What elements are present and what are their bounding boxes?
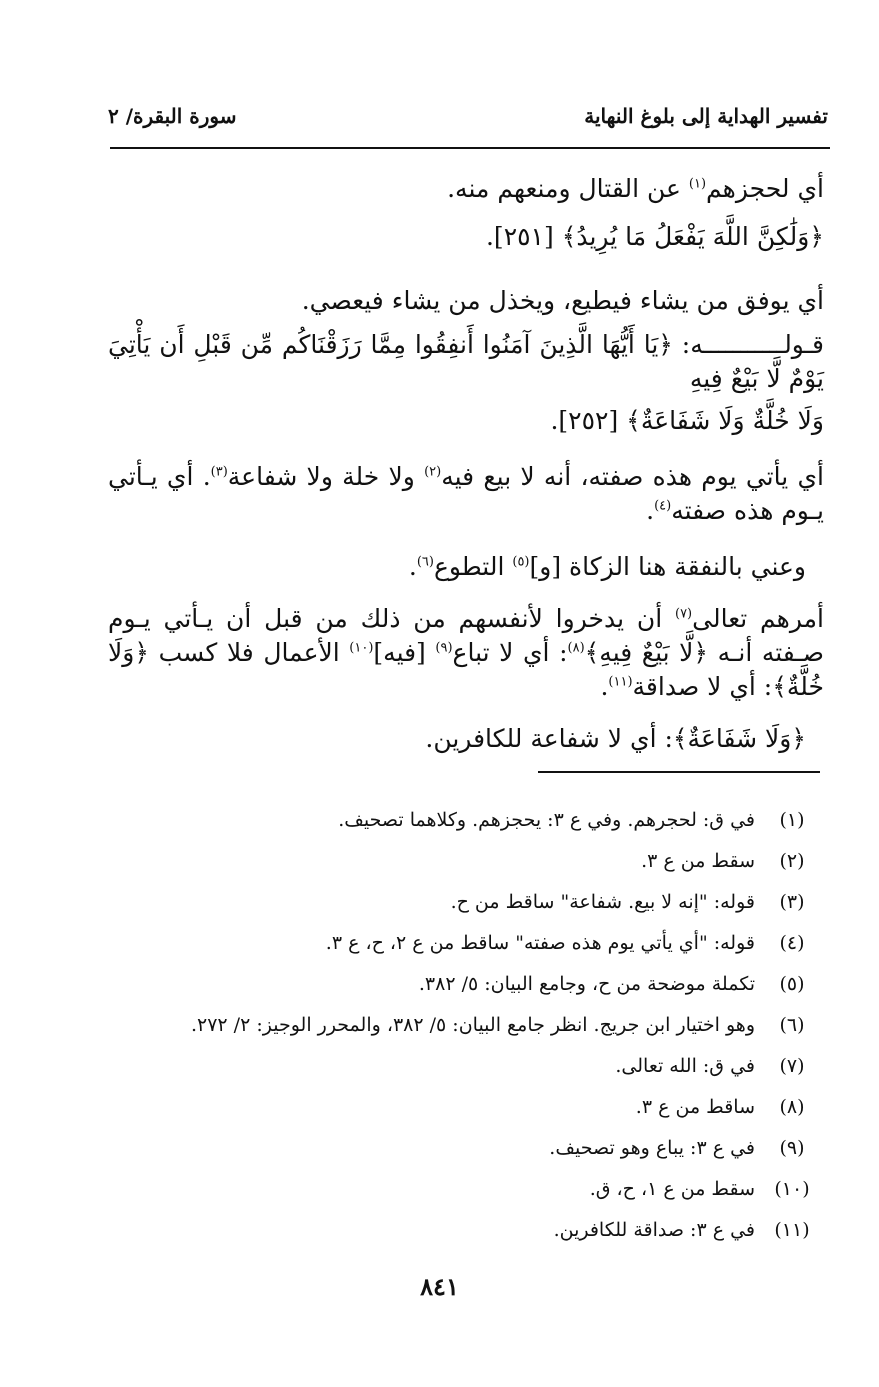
- paragraph-6: [108, 550, 824, 584]
- paragraph-5: [108, 460, 824, 528]
- verse-ref: [٢٥١].: [485, 222, 554, 251]
- text: أمرهم تعالى: [692, 604, 824, 633]
- paragraph-3: أي يوفق من يشاء فيطيع، ويخذل من يشاء فيعصي.: [301, 286, 824, 315]
- footnote-text: قوله: "أي يأتي يوم هذه صفته" ساقط من ع ٢، ح، ع ٣.: [325, 932, 755, 954]
- footnote-marker: (٣): [210, 464, 228, 480]
- footnote-text: قوله: "إنه لا بيع. شفاعة" ساقط من ح.: [450, 891, 755, 913]
- footnote-marker: (٦): [416, 554, 434, 570]
- footnote: [121, 923, 821, 964]
- text: : أي لا شفاعة للكافرين.: [425, 724, 673, 753]
- footnote-number: (٨): [779, 1096, 805, 1118]
- verse-252-a: [108, 328, 824, 396]
- footnote-text: في ع ٣: يباع وهو تصحيف.: [549, 1137, 755, 1159]
- footnote-text: تكملة موضحة من ح، وجامع البيان: ٥/ ٣٨٢.: [418, 973, 755, 995]
- footnotes: [121, 800, 821, 1251]
- header-rule: [110, 147, 830, 149]
- text: [فيه]: [373, 638, 436, 667]
- text: وعني بالنفقة هنا الزكاة [و]: [529, 552, 806, 581]
- verse-252-b: [108, 404, 824, 438]
- text: أي لحجزهم: [706, 174, 824, 203]
- text: : أي لا تباع: [452, 638, 568, 667]
- page-number: ٨٤١: [420, 1272, 459, 1301]
- footnote: [121, 800, 821, 841]
- footnote: [121, 964, 821, 1005]
- footnote-number: (١٠): [774, 1178, 810, 1200]
- text: .: [408, 552, 417, 581]
- footnote-rule: [538, 771, 820, 773]
- footnote-marker: (١١): [608, 674, 633, 690]
- footnote-marker: (٢): [424, 464, 442, 480]
- footnote-text: ساقط من ع ٣.: [635, 1096, 755, 1118]
- footnote: [121, 1087, 821, 1128]
- footnote-number: (٤): [779, 932, 805, 954]
- text: أن يدخروا لأنفسهم من ذلك من قبل أن يـأتي يـوم صـفته أنـه: [108, 604, 824, 667]
- footnote-number: (٧): [779, 1055, 805, 1077]
- footnote-text: وهو اختيار ابن جريج. انظر جامع البيان: ٥/ ٣٨٢، والمحرر الوجيز: ٢/ ٢٧٢.: [190, 1014, 755, 1036]
- text: : أي لا صداقة: [632, 672, 773, 701]
- footnote: [121, 1169, 821, 1210]
- text: .: [600, 672, 609, 701]
- quran-quote: ﴿لَّا بَيْعٌ فِيهِ﴾: [584, 638, 709, 667]
- footnote: [121, 1128, 821, 1169]
- paragraph-8: [108, 722, 824, 756]
- quran-verse: وَلَا خُلَّةٌ وَلَا شَفَاعَةٌ﴾: [626, 406, 824, 435]
- footnote-number: (٥): [779, 973, 805, 995]
- paragraph-1: [108, 172, 824, 206]
- footnote-number: (١١): [774, 1219, 810, 1241]
- text: ولا خلة ولا شفاعة: [227, 462, 425, 491]
- footnote-text: في ق: الله تعالى.: [615, 1055, 755, 1077]
- footnote-marker: (٨): [567, 640, 585, 656]
- quran-verse: ﴿وَلَٰكِنَّ اللَّهَ يَفْعَلُ مَا يُرِيدُ﴾: [561, 222, 824, 251]
- text: . أي يـأتي يـوم هذه صفته: [108, 462, 824, 525]
- footnote-marker: (٩): [435, 640, 453, 656]
- qawluhu: قـولـــــــــــه:: [681, 330, 824, 359]
- text: أي يأتي يوم هذه صفته، أنه لا بيع فيه: [441, 462, 824, 491]
- verse-251: [108, 220, 824, 254]
- footnote: [121, 1005, 821, 1046]
- main-text: [108, 168, 824, 756]
- quran-quote: ﴿وَلَا شَفَاعَةٌ﴾: [672, 724, 806, 753]
- footnote-text: سقط من ع ٣.: [641, 850, 755, 872]
- text: الأعمال فلا كسب: [148, 638, 350, 667]
- footnote-number: (٩): [779, 1137, 805, 1159]
- footnote: [121, 1210, 821, 1251]
- text: التطوع: [433, 552, 513, 581]
- text: عن القتال ومنعهم منه.: [447, 174, 689, 203]
- footnote-marker: (٧): [674, 606, 693, 622]
- footnote-text: سقط من ع ١، ح، ق.: [589, 1178, 755, 1200]
- footnote-number: (٣): [779, 891, 805, 913]
- footnote-marker: (١): [688, 176, 707, 192]
- footnote: [121, 1046, 821, 1087]
- footnote-number: (١): [779, 809, 805, 831]
- footnote-number: (٦): [779, 1014, 805, 1036]
- quran-quote: ﴿وَلَا خُلَّةٌ﴾: [108, 638, 824, 701]
- paragraph-7: [108, 602, 824, 704]
- running-header: [108, 104, 828, 148]
- footnote-text: في ع ٣: صداقة للكافرين.: [553, 1219, 755, 1241]
- text: .: [646, 496, 655, 525]
- book-title: تفسير الهداية إلى بلوغ النهاية: [584, 104, 828, 128]
- footnote-marker: (٤): [654, 498, 672, 514]
- verse-ref: [٢٥٢].: [550, 406, 619, 435]
- footnote-marker: (٥): [512, 554, 530, 570]
- quran-verse: ﴿يَا أَيُّهَا الَّذِينَ آمَنُوا أَنفِقُوا مِمَّا رَزَقْنَاكُم مِّن قَبْلِ أَن يَأْتِيَ يَوْمٌ لَّا بَيْعٌ فِيهِ: [108, 330, 824, 393]
- footnote: [121, 882, 821, 923]
- footnote-marker: (١٠): [349, 640, 374, 656]
- surah-label: سورة البقرة/ ٢: [108, 104, 237, 128]
- footnote: [121, 841, 821, 882]
- footnote-text: في ق: لحجرهم. وفي ع ٣: يحجزهم. وكلاهما تصحيف.: [338, 809, 755, 831]
- footnote-number: (٢): [779, 850, 805, 872]
